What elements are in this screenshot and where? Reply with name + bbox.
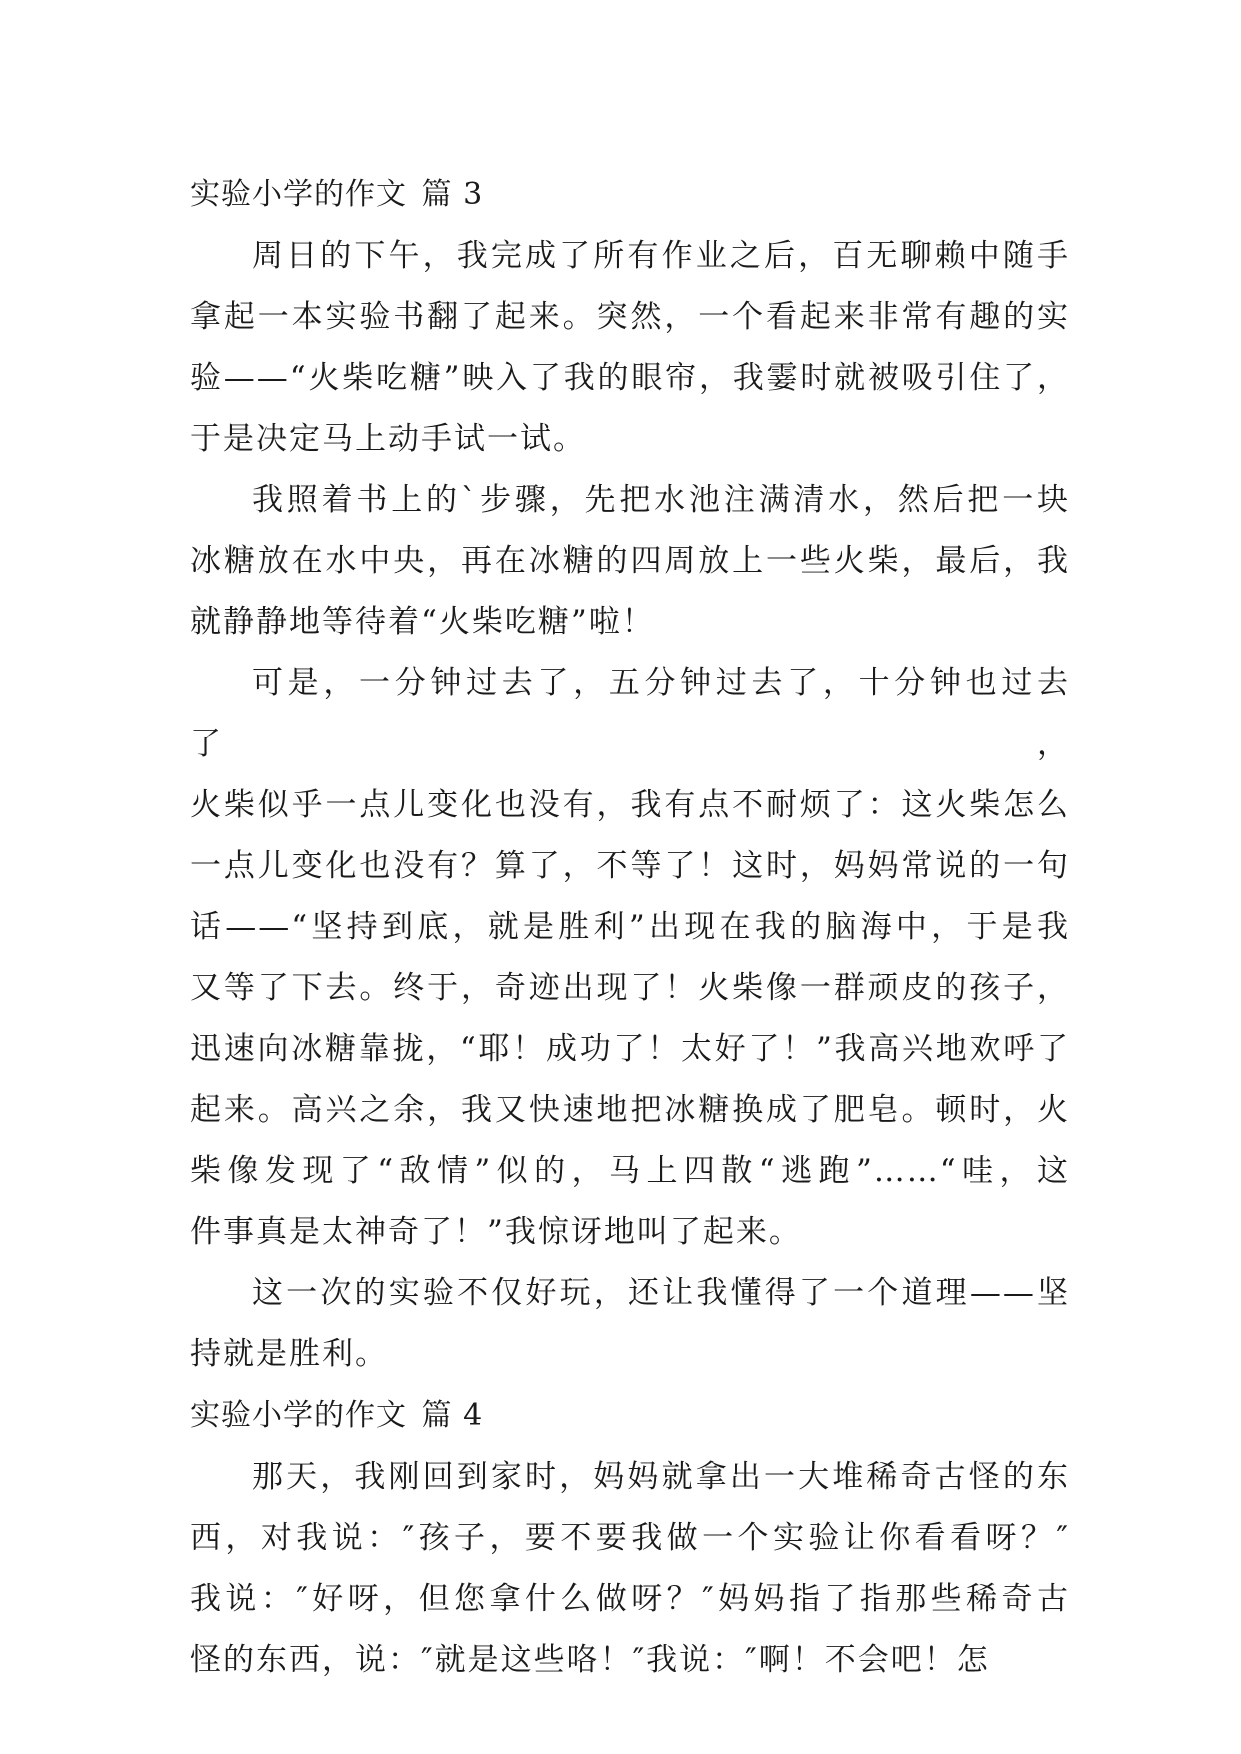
text-line: 冰糖放在水中央，再在冰糖的四周放上一些火柴，最后，我 (190, 543, 1070, 579)
text-line: 可是，一分钟过去了，五分钟过去了，十分钟也过去了， (190, 665, 1070, 762)
paragraph (190, 470, 1070, 653)
text-line: 柴像发现了“敌情”似的，马上四散“逃跑”……“哇，这 (190, 1153, 1070, 1189)
section-title: 实验小学的作文 (190, 1398, 407, 1433)
text-line: 起来。高兴之余，我又快速地把冰糖换成了肥皂。顿时，火 (190, 1092, 1070, 1128)
text-line: 周日的下午，我完成了所有作业之后，百无聊赖中随手 (252, 238, 1070, 274)
document-body (190, 164, 1070, 1691)
text-line: 又等了下去。终于，奇迹出现了！火柴像一群顽皮的孩子， (190, 970, 1070, 1006)
paragraph (190, 1263, 1070, 1385)
section-heading (190, 1385, 1070, 1447)
section-title: 实验小学的作文 (190, 177, 407, 212)
section-number: 篇 3 (421, 177, 484, 212)
section-number: 篇 4 (421, 1398, 484, 1433)
paragraph (190, 1447, 1070, 1691)
text-line: 一点儿变化也没有？算了，不等了！这时，妈妈常说的一句 (190, 848, 1070, 884)
text-line: 拿起一本实验书翻了起来。突然，一个看起来非常有趣的实 (190, 299, 1070, 335)
text-line: 持就是胜利。 (190, 1336, 388, 1372)
text-line: 就静静地等待着“火柴吃糖”啦！ (190, 604, 655, 640)
text-line: 迅速向冰糖靠拢，“耶！成功了！太好了！”我高兴地欢呼了 (190, 1031, 1070, 1067)
text-line: 话——“坚持到底，就是胜利”出现在我的脑海中，于是我 (190, 909, 1070, 945)
text-line: 西，对我说：″孩子，要不要我做一个实验让你看看呀？″ (190, 1520, 1070, 1556)
paragraph (190, 226, 1070, 470)
text-line: 这一次的实验不仅好玩，还让我懂得了一个道理——坚 (252, 1275, 1070, 1311)
text-line: 我说：″好呀，但您拿什么做呀？″妈妈指了指那些稀奇古 (190, 1581, 1070, 1617)
text-line: 我照着书上的`步骤，先把水池注满清水，然后把一块 (252, 482, 1070, 518)
section-heading (190, 164, 1070, 226)
text-line: 怪的东西，说：″就是这些咯！″我说：″啊！不会吧！怎 (190, 1642, 990, 1678)
text-line: 验——“火柴吃糖”映入了我的眼帘，我霎时就被吸引住了， (190, 360, 1070, 396)
text-line: 火柴似乎一点儿变化也没有，我有点不耐烦了：这火柴怎么 (190, 787, 1070, 823)
text-line: 件事真是太神奇了！”我惊讶地叫了起来。 (190, 1214, 802, 1250)
paragraph (190, 653, 1070, 1263)
text-line: 于是决定马上动手试一试。 (190, 421, 586, 457)
text-line: 那天，我刚回到家时，妈妈就拿出一大堆稀奇古怪的东 (252, 1459, 1070, 1495)
